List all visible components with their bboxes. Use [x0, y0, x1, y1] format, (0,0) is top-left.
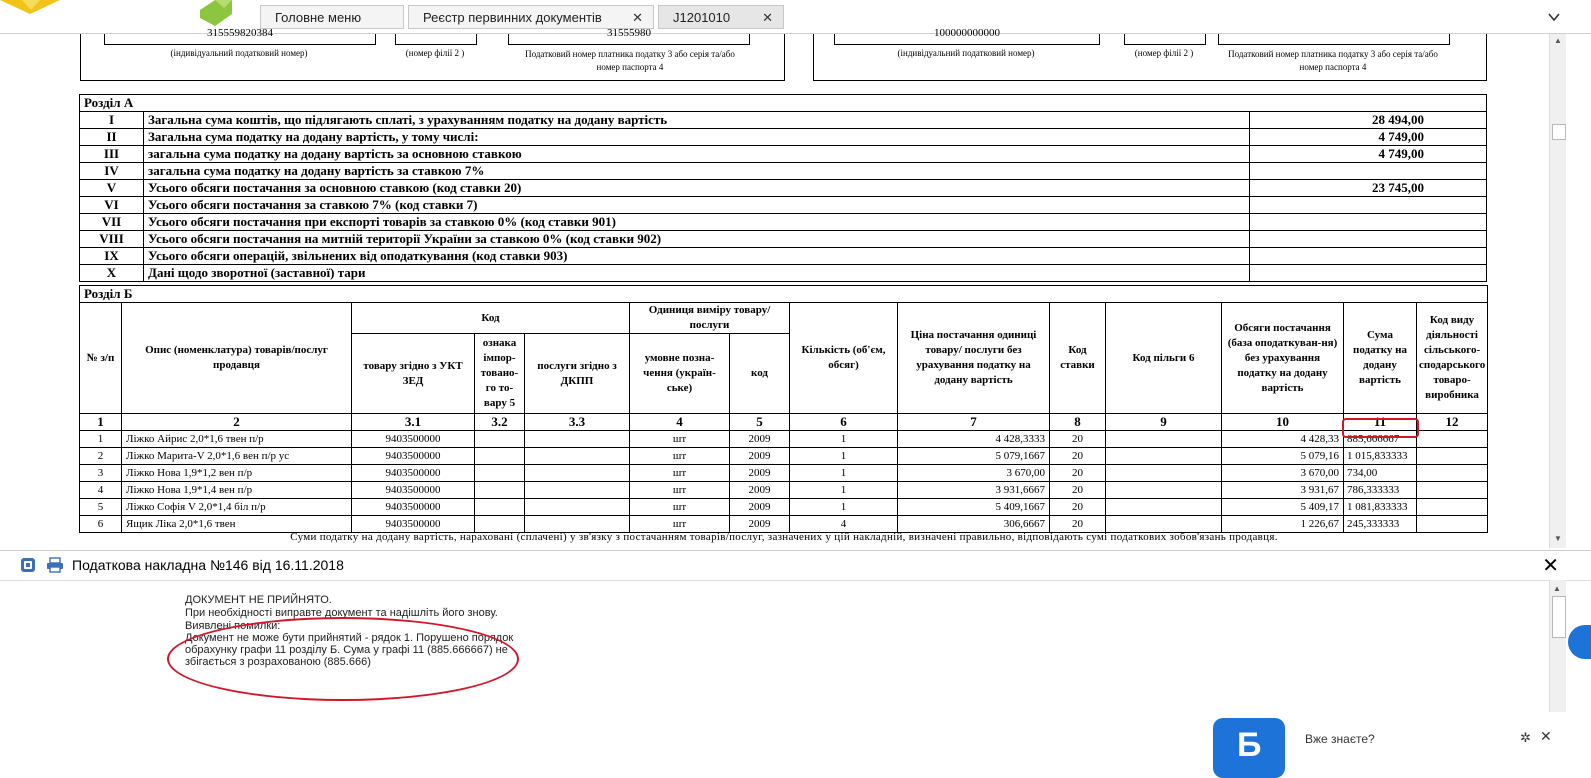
section-a-row	[80, 214, 1487, 231]
seller-id-caption: (індивідуальний податковий номер)	[170, 48, 308, 58]
scrollbar-thumb[interactable]	[1552, 596, 1566, 638]
quantity: 1	[790, 499, 898, 516]
unit-code: 2009	[730, 516, 790, 533]
row-num: X	[80, 265, 144, 282]
unit-code: 2009	[730, 499, 790, 516]
tab-label: J1201010	[673, 10, 731, 25]
error-highlight-oval	[167, 617, 519, 701]
col-number: 5	[730, 414, 790, 431]
ukt-code: 9403500000	[352, 448, 475, 465]
item-description: Ліжко Нова 1,9*1,2 вен п/р	[122, 465, 352, 482]
hdr-unit-name: умовне позна-чення (україн-ське)	[630, 334, 730, 414]
seller-id-box	[104, 27, 376, 45]
gear-icon[interactable]: ✲	[1520, 730, 1531, 745]
tab-registry[interactable]	[408, 5, 654, 29]
agri-code	[1417, 448, 1488, 465]
row-value	[1250, 231, 1487, 248]
agri-code	[1417, 482, 1488, 499]
vat-amount: 245,333333	[1344, 516, 1417, 533]
col-number: 3.1	[352, 414, 475, 431]
errors-title: Виявлені помилки:	[185, 620, 281, 632]
scrollbar-thumb[interactable]	[1552, 124, 1566, 140]
hdr-desc: Опис (номенклатура) товарів/послуг продавця	[122, 303, 352, 414]
quantity: 1	[790, 448, 898, 465]
import-flag	[475, 448, 525, 465]
error-line: Документ не може бути прийнятий - рядок 1. Порушено порядок	[185, 632, 514, 644]
row-value: 23 745,00	[1250, 180, 1487, 197]
row-label: Дані щодо зворотної (заставної) тари	[144, 265, 1250, 282]
col-number: 10	[1222, 414, 1344, 431]
supply-volume: 5 079,16	[1222, 448, 1344, 465]
row-value	[1250, 214, 1487, 231]
quantity: 1	[790, 431, 898, 448]
row-label: Загальна сума коштів, що підлягають сплаті, з урахуванням податку на додану вартість	[144, 112, 1250, 129]
section-a-row	[80, 197, 1487, 214]
col-number: 7	[898, 414, 1050, 431]
col-number: 9	[1106, 414, 1222, 431]
hdr-unit-code: код	[730, 334, 790, 414]
row-label: Загальна сума податку на додану вартість, у тому числі:	[144, 129, 1250, 146]
row-num: VII	[80, 214, 144, 231]
section-a-row	[80, 180, 1487, 197]
row-num: I	[80, 112, 144, 129]
unit-price: 5 079,1667	[898, 448, 1050, 465]
scroll-down-icon[interactable]: ▼	[1554, 534, 1562, 543]
panel-title: Податкова накладна №146 від 16.11.2018	[72, 557, 344, 573]
vat-amount: 885,666667	[1344, 431, 1417, 448]
agri-code	[1417, 431, 1488, 448]
table-row	[80, 465, 1488, 482]
row-label: загальна сума податку на додану вартість за основною ставкою	[144, 146, 1250, 163]
section-a-row	[80, 163, 1487, 180]
message-scrollbar[interactable]	[1549, 580, 1566, 712]
col-number: 6	[790, 414, 898, 431]
row-value	[1250, 197, 1487, 214]
section-a-table	[79, 94, 1487, 282]
table-row	[80, 431, 1488, 448]
section-b-table	[79, 285, 1488, 533]
item-description: Ліжко Айрис 2,0*1,6 твен п/р	[122, 431, 352, 448]
document-stamp-icon[interactable]	[20, 557, 36, 573]
row-num: IX	[80, 248, 144, 265]
scroll-up-icon[interactable]: ▲	[1553, 584, 1561, 593]
document-panel-header	[0, 550, 1591, 581]
dkpp-code	[525, 516, 630, 533]
did-you-know-label: Вже знаєте?	[1305, 732, 1375, 746]
hdr-rate: Код ставки	[1050, 303, 1106, 414]
seller-branch-box	[395, 34, 477, 45]
close-icon[interactable]: ✕	[632, 10, 643, 25]
promo-logo[interactable]	[1213, 718, 1285, 778]
section-a-row	[80, 231, 1487, 248]
row-value: 28 494,00	[1250, 112, 1487, 129]
promo-letter: Б	[1237, 726, 1262, 764]
row-number: 3	[80, 465, 122, 482]
quantity: 4	[790, 516, 898, 533]
benefit-code	[1106, 431, 1222, 448]
col-number: 11	[1344, 414, 1417, 431]
unit-name: шт	[630, 482, 730, 499]
close-promo-icon[interactable]: ✕	[1540, 728, 1552, 744]
ukt-code: 9403500000	[352, 482, 475, 499]
benefit-code	[1106, 482, 1222, 499]
unit-code: 2009	[730, 431, 790, 448]
unit-price: 3 931,6667	[898, 482, 1050, 499]
scroll-up-icon[interactable]: ▲	[1554, 36, 1562, 45]
buyer-branch-box	[1124, 34, 1206, 45]
error-highlight-box	[1342, 418, 1419, 438]
col-number: 3.2	[475, 414, 525, 431]
vat-rate: 20	[1050, 499, 1106, 516]
dkpp-code	[525, 482, 630, 499]
row-value	[1250, 265, 1487, 282]
item-description: Ліжко Марита-V 2,0*1,6 вен п/р ус	[122, 448, 352, 465]
hdr-volume: Обсяги постачання (база оподаткуван-ня) без урахування податку на додану вартість	[1222, 303, 1344, 414]
row-number: 6	[80, 516, 122, 533]
ukt-code: 9403500000	[352, 465, 475, 482]
close-panel-icon[interactable]: ✕	[1542, 555, 1559, 577]
vat-rate: 20	[1050, 482, 1106, 499]
unit-price: 3 670,00	[898, 465, 1050, 482]
row-value	[1250, 248, 1487, 265]
seller-branch-caption: (номер філії 2 )	[405, 48, 465, 58]
quantity: 1	[790, 482, 898, 499]
col-number: 1	[80, 414, 122, 431]
buyer-payer-box	[1218, 34, 1450, 45]
dkpp-code	[525, 465, 630, 482]
row-label: Усього обсяги постачання за ставкою 7% (код ставки 7)	[144, 197, 1250, 214]
table-row	[80, 499, 1488, 516]
section-a-row	[80, 146, 1487, 163]
supply-volume: 5 409,17	[1222, 499, 1344, 516]
table-row	[80, 448, 1488, 465]
row-num: IV	[80, 163, 144, 180]
table-row	[80, 516, 1488, 533]
seller-payer-caption: Податковий номер платника податку 3 або серія та/або номер паспорта 4	[525, 49, 735, 72]
dkpp-code	[525, 431, 630, 448]
buyer-payer-caption: Податковий номер платника податку 3 або серія та/або номер паспорта 4	[1228, 49, 1438, 72]
tab-label: Головне меню	[275, 10, 362, 25]
column-numbers-row	[80, 414, 1488, 431]
row-value: 4 749,00	[1250, 129, 1487, 146]
import-flag	[475, 499, 525, 516]
table-row	[80, 482, 1488, 499]
hdr-price: Ціна постачання одиниці товару/ послуги без урахування податку на додану вартість	[898, 303, 1050, 414]
unit-code: 2009	[730, 448, 790, 465]
hdr-unit: Одиниця виміру товару/ послуги	[630, 303, 790, 334]
row-number: 4	[80, 482, 122, 499]
seller-payer-box	[508, 27, 750, 45]
dkpp-code	[525, 448, 630, 465]
hdr-qty: Кількість (об'єм, обсяг)	[790, 303, 898, 414]
row-value	[1250, 163, 1487, 180]
supply-volume: 4 428,33	[1222, 431, 1344, 448]
col-number: 8	[1050, 414, 1106, 431]
row-number: 2	[80, 448, 122, 465]
item-description: Ліжко Софія V 2,0*1,4 біл п/р	[122, 499, 352, 516]
row-label: загальна сума податку на додану вартість за ставкою 7%	[144, 163, 1250, 180]
benefit-code	[1106, 465, 1222, 482]
row-value: 4 749,00	[1250, 146, 1487, 163]
import-flag	[475, 482, 525, 499]
hint-message: При необхідності виправте документ та надішліть його знову.	[185, 607, 498, 619]
hdr-benefit: Код пільги 6	[1106, 303, 1222, 414]
row-label: Усього обсяги постачання на митній території України за ставкою 0% (код ставки 902)	[144, 231, 1250, 248]
section-a-row	[80, 248, 1487, 265]
side-help-button[interactable]	[1568, 625, 1591, 659]
tab-main-menu[interactable]	[260, 5, 404, 29]
app-logo	[0, 0, 250, 28]
section-a-row	[80, 265, 1487, 282]
error-line: збігається з розрахованою (885.666)	[185, 656, 371, 668]
section-a-row	[80, 112, 1487, 129]
row-label: Усього обсяги постачання при експорті товарів за ставкою 0% (код ставки 901)	[144, 214, 1250, 231]
row-num: VIII	[80, 231, 144, 248]
tab-label: Реєстр первинних документів	[423, 10, 602, 25]
hdr-code-import: ознака імпор-товано-го то-вару 5	[475, 334, 525, 414]
agri-code	[1417, 499, 1488, 516]
unit-name: шт	[630, 448, 730, 465]
hdr-num: № з/п	[80, 303, 122, 414]
unit-price: 4 428,3333	[898, 431, 1050, 448]
close-icon[interactable]: ✕	[762, 10, 773, 25]
vat-amount: 1 081,833333	[1344, 499, 1417, 516]
col-number: 4	[630, 414, 730, 431]
tab-j1201010[interactable]	[658, 5, 784, 29]
section-a-row	[80, 129, 1487, 146]
vat-amount: 786,333333	[1344, 482, 1417, 499]
hdr-agri: Код виду діяльності сільського-сподарського товаро-виробника	[1417, 303, 1488, 414]
row-num: III	[80, 146, 144, 163]
vat-amount: 1 015,833333	[1344, 448, 1417, 465]
col-number: 12	[1417, 414, 1488, 431]
vat-amount: 734,00	[1344, 465, 1417, 482]
vat-rate: 20	[1050, 465, 1106, 482]
unit-code: 2009	[730, 482, 790, 499]
unit-name: шт	[630, 465, 730, 482]
unit-name: шт	[630, 516, 730, 533]
vat-rate: 20	[1050, 448, 1106, 465]
quantity: 1	[790, 465, 898, 482]
item-description: Ліжко Нова 1,9*1,4 вен п/р	[122, 482, 352, 499]
unit-price: 306,6667	[898, 516, 1050, 533]
document-scrollbar[interactable]	[1549, 34, 1566, 548]
print-icon[interactable]	[46, 557, 64, 573]
hdr-code-ukt: товару згідно з УКТ ЗЕД	[352, 334, 475, 414]
row-num: VI	[80, 197, 144, 214]
benefit-code	[1106, 448, 1222, 465]
ukt-code: 9403500000	[352, 516, 475, 533]
benefit-code	[1106, 499, 1222, 516]
agri-code	[1417, 516, 1488, 533]
hdr-code: Код	[352, 303, 630, 334]
unit-name: шт	[630, 431, 730, 448]
section-a-title: Розділ А	[80, 95, 1487, 112]
supply-volume: 1 226,67	[1222, 516, 1344, 533]
import-flag	[475, 465, 525, 482]
dkpp-code	[525, 499, 630, 516]
seller-payer-num: 31555980	[607, 27, 651, 39]
hdr-vat: Сума податку на додану вартість	[1344, 303, 1417, 414]
seller-id: 315559820384	[207, 27, 273, 39]
unit-name: шт	[630, 499, 730, 516]
buyer-branch-caption: (номер філії 2 )	[1134, 48, 1194, 58]
col-number: 2	[122, 414, 352, 431]
item-description: Ящик Ліка 2,0*1,6 твен	[122, 516, 352, 533]
buyer-id-box	[834, 27, 1100, 45]
benefit-code	[1106, 516, 1222, 533]
buyer-id-caption: (індивідуальний податковий номер)	[897, 48, 1035, 58]
supply-volume: 3 670,00	[1222, 465, 1344, 482]
ukt-code: 9403500000	[352, 431, 475, 448]
hdr-code-dkpp: послуги згідно з ДКПП	[525, 334, 630, 414]
ukt-code: 9403500000	[352, 499, 475, 516]
import-flag	[475, 431, 525, 448]
col-number: 3.3	[525, 414, 630, 431]
document-view	[0, 27, 1549, 548]
agri-code	[1417, 465, 1488, 482]
section-b-title: Розділ Б	[80, 286, 1488, 303]
error-line: обрахунку графи 11 розділу Б. Сума у графі 11 (885.666667) не	[185, 644, 508, 656]
supply-volume: 3 931,67	[1222, 482, 1344, 499]
row-num: V	[80, 180, 144, 197]
row-number: 5	[80, 499, 122, 516]
vat-rate: 20	[1050, 431, 1106, 448]
row-number: 1	[80, 431, 122, 448]
import-flag	[475, 516, 525, 533]
row-label: Усього обсяги операцій, звільнених від оподаткування (код ставки 903)	[144, 248, 1250, 265]
row-label: Усього обсяги постачання за основною ставкою (код ставки 20)	[144, 180, 1250, 197]
buyer-id: 100000000000	[934, 27, 1000, 39]
footer-note: Суми податку на додану вартість, нараховані (сплачені) у зв'язку з постачанням товарів/послуг, зазначених у цій накладній, визначені правильно, відповідають сумі податкових зобов'язань продавця.	[290, 531, 1278, 543]
vat-rate: 20	[1050, 516, 1106, 533]
unit-code: 2009	[730, 465, 790, 482]
row-num: II	[80, 129, 144, 146]
unit-price: 5 409,1667	[898, 499, 1050, 516]
status-message: ДОКУМЕНТ НЕ ПРИЙНЯТО.	[185, 594, 332, 606]
chevron-down-icon[interactable]	[1547, 10, 1561, 24]
